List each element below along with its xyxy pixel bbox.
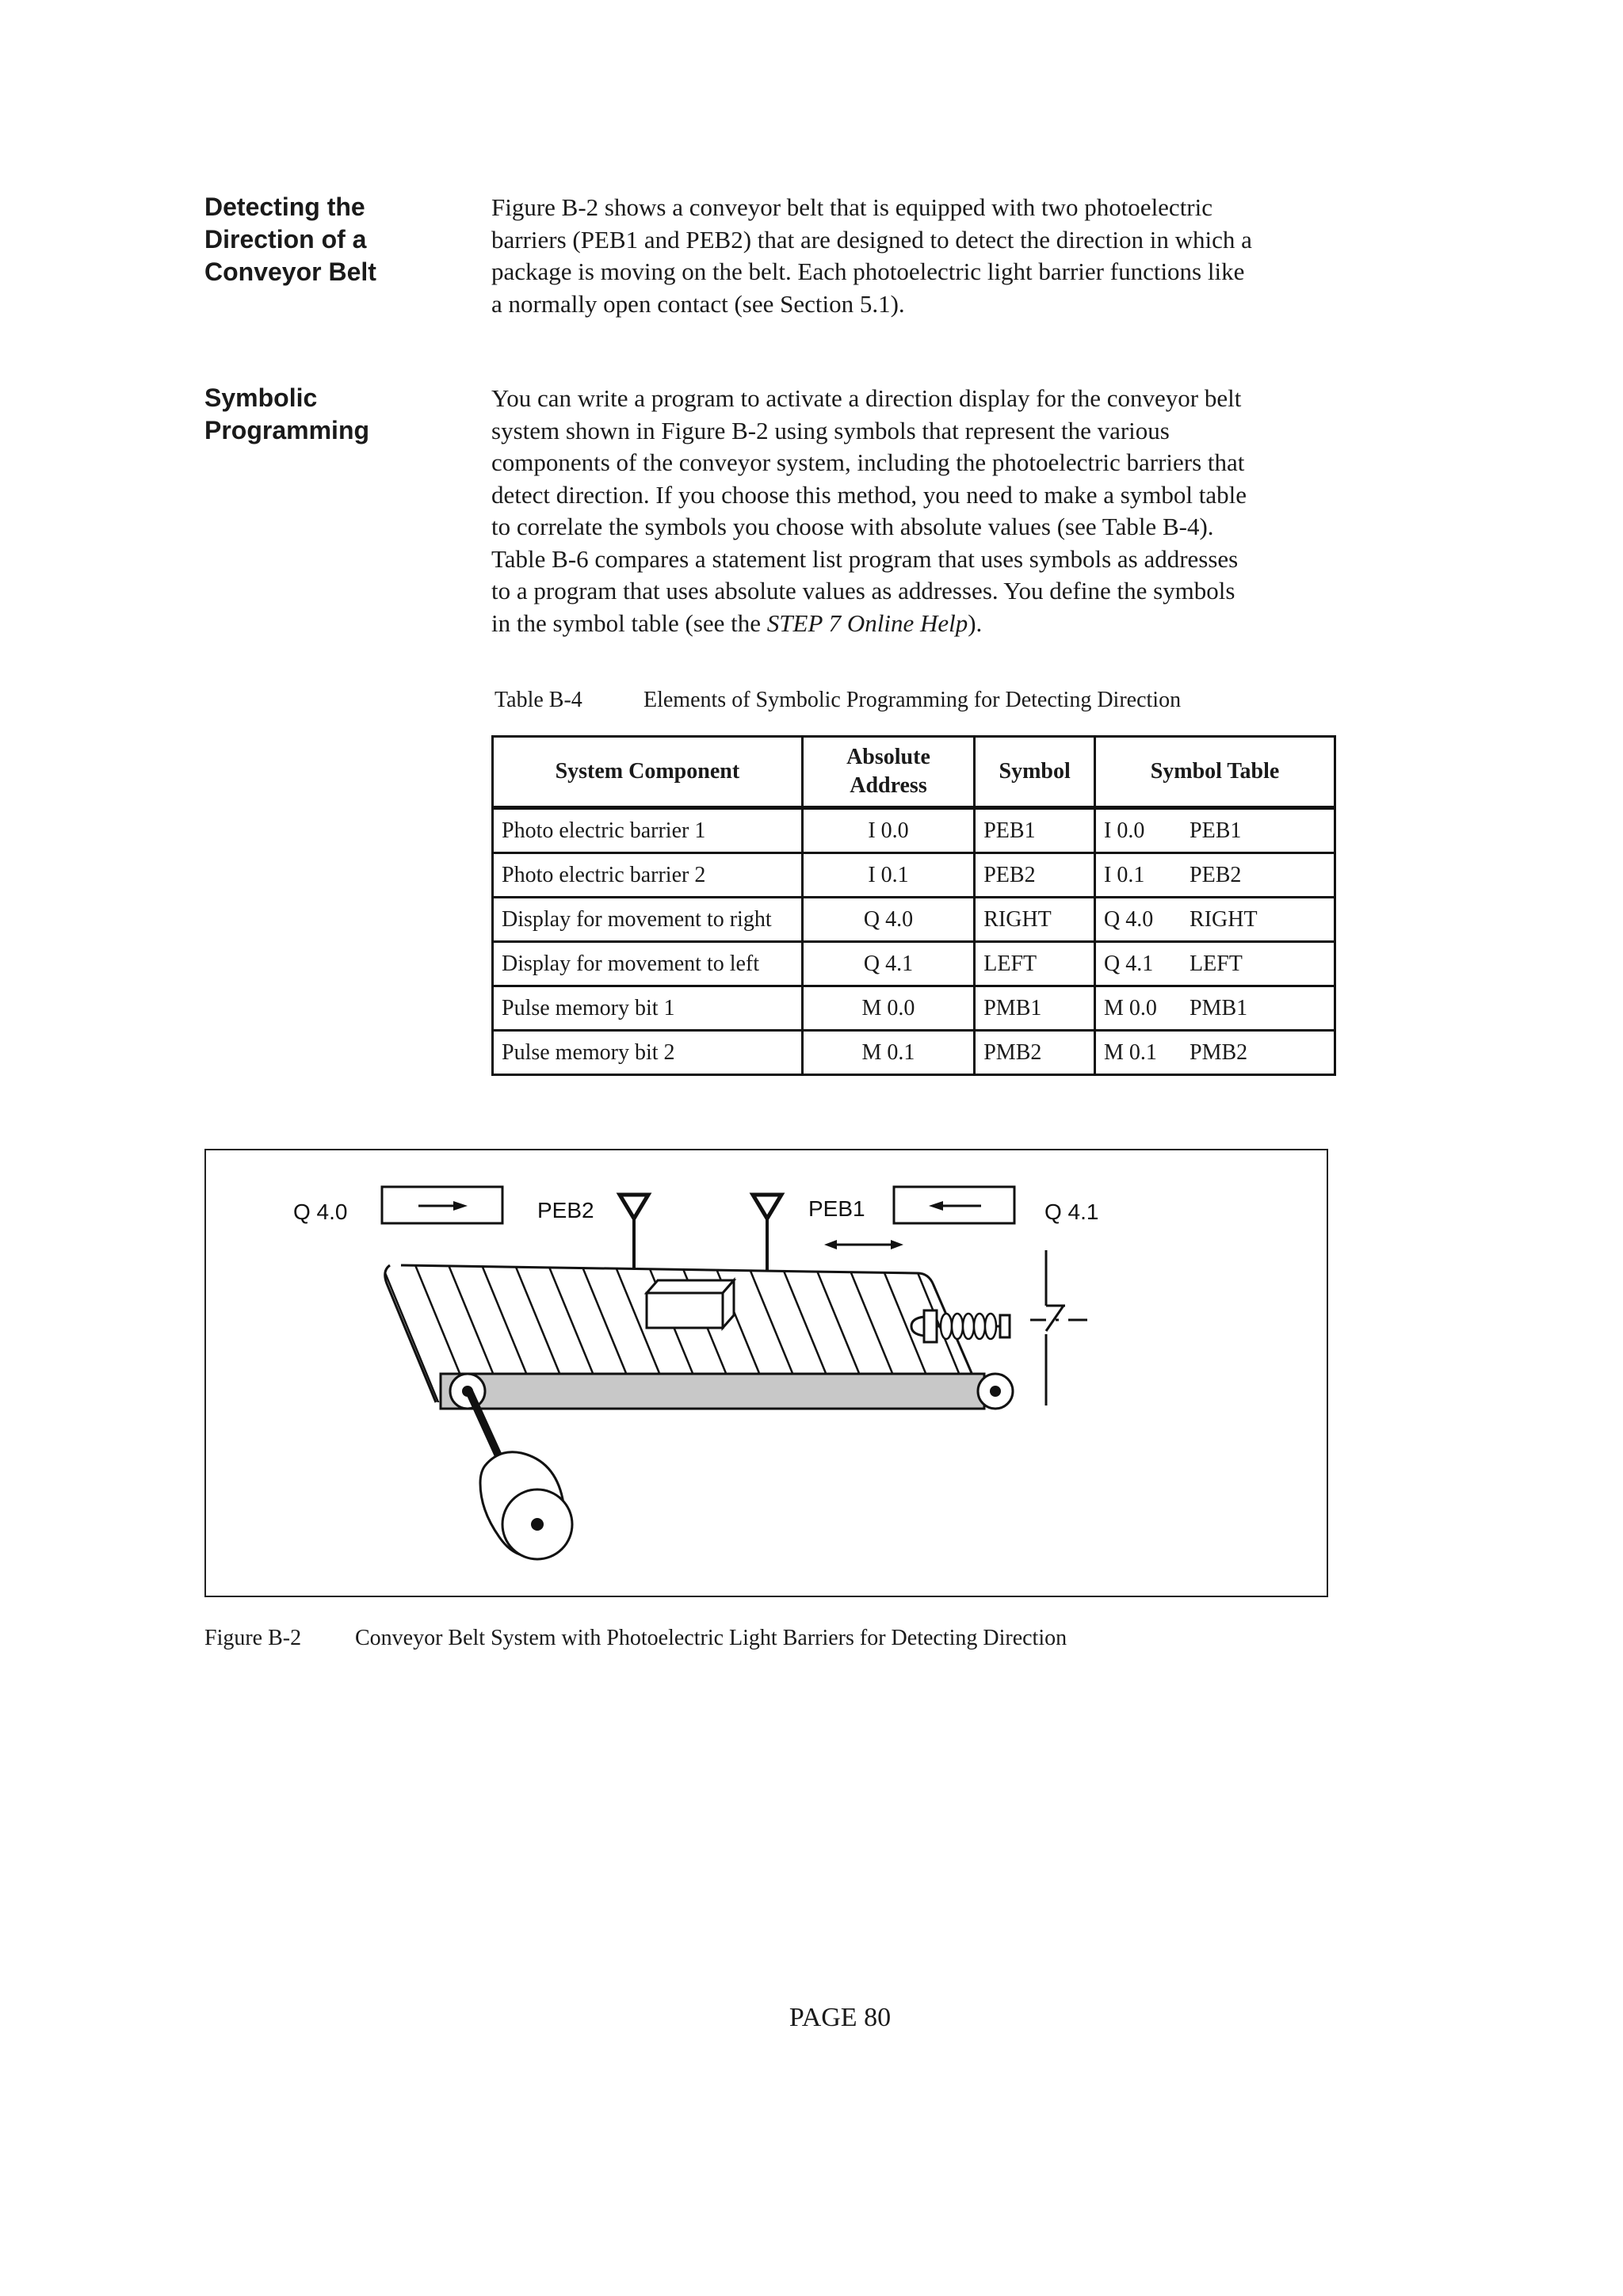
cell-component: Pulse memory bit 1 bbox=[493, 986, 803, 1031]
header-symbol: Symbol bbox=[975, 737, 1095, 808]
symbol-table-symbol: PMB1 bbox=[1190, 995, 1248, 1020]
text-prefix: in the symbol table (see the bbox=[491, 608, 767, 637]
paragraph-line: to correlate the symbols you choose with absolute values (see Table B-4). bbox=[491, 513, 1214, 540]
cell-symbol-table bbox=[1095, 853, 1335, 898]
header-address-line: Absolute bbox=[846, 745, 930, 769]
symbol-table-address: Q 4.0 bbox=[1104, 906, 1154, 932]
cell-symbol-table bbox=[1095, 898, 1335, 942]
symbol-table-symbol: PEB1 bbox=[1190, 818, 1242, 843]
left-direction-display bbox=[894, 1187, 1014, 1223]
header-absolute-address bbox=[802, 737, 975, 808]
cell-address: Q 4.1 bbox=[802, 942, 975, 986]
paragraph-line: Figure B-2 shows a conveyor belt that is equipped with two photoelectric bbox=[491, 193, 1213, 221]
table-caption bbox=[495, 688, 1181, 713]
paragraph-line: You can write a program to activate a direction display for the conveyor belt bbox=[491, 384, 1242, 412]
label-peb1: PEB1 bbox=[808, 1196, 865, 1221]
motor-icon bbox=[469, 1391, 572, 1559]
paragraph-line: a normally open contact (see Section 5.1). bbox=[491, 289, 905, 318]
cell-component: Photo electric barrier 1 bbox=[493, 808, 803, 853]
label-q41: Q 4.1 bbox=[1044, 1199, 1099, 1224]
table-row bbox=[493, 808, 1335, 853]
heading-line: Detecting the bbox=[204, 193, 365, 221]
table-caption-label: Table B-4 bbox=[495, 688, 582, 712]
paragraph-line: to a program that uses absolute values as addresses. You define the symbols bbox=[491, 577, 1235, 605]
cell-component: Display for movement to right bbox=[493, 898, 803, 942]
peb2-sensor-icon bbox=[620, 1195, 648, 1271]
table-row bbox=[493, 1031, 1335, 1075]
cell-address: Q 4.0 bbox=[802, 898, 975, 942]
figure-caption-text: Conveyor Belt System with Photoelectric Light Barriers for Detecting Direction bbox=[355, 1626, 1067, 1650]
paragraph-line: components of the conveyor system, including the photoelectric barriers that bbox=[491, 448, 1245, 476]
cell-symbol: PMB2 bbox=[975, 1031, 1095, 1075]
table-row bbox=[493, 942, 1335, 986]
cell-symbol: LEFT bbox=[975, 942, 1095, 986]
table-header-row bbox=[493, 737, 1335, 808]
conveyor-diagram bbox=[206, 1150, 1327, 1596]
cell-address: I 0.1 bbox=[802, 853, 975, 898]
paragraph-detecting-direction bbox=[491, 192, 1331, 320]
symbol-table-address: I 0.0 bbox=[1104, 818, 1145, 843]
cell-symbol: RIGHT bbox=[975, 898, 1095, 942]
symbol-table-symbol: PMB2 bbox=[1190, 1039, 1248, 1065]
pusher-spring-icon bbox=[911, 1310, 1010, 1342]
symbol-table-symbol: RIGHT bbox=[1190, 906, 1258, 932]
cell-component: Photo electric barrier 2 bbox=[493, 853, 803, 898]
paragraph-line: Table B-6 compares a statement list program that uses symbols as addresses bbox=[491, 544, 1239, 573]
page-number: PAGE 80 bbox=[789, 2003, 892, 2032]
cell-symbol: PEB1 bbox=[975, 808, 1095, 853]
label-q40: Q 4.0 bbox=[293, 1199, 348, 1224]
section-heading-symbolic-programming bbox=[204, 382, 369, 447]
paragraph-line: barriers (PEB1 and PEB2) that are designed to detect the direction in which a bbox=[491, 225, 1252, 254]
conveyor-figure bbox=[204, 1149, 1328, 1597]
heading-line: Direction of a bbox=[204, 225, 367, 254]
double-arrow-icon bbox=[824, 1240, 903, 1249]
symbol-table-address: I 0.1 bbox=[1104, 862, 1145, 887]
heading-line: Programming bbox=[204, 416, 370, 444]
header-address-line: Address bbox=[850, 773, 927, 798]
cell-address: M 0.1 bbox=[802, 1031, 975, 1075]
cell-address: I 0.0 bbox=[802, 808, 975, 853]
text-suffix: ). bbox=[968, 608, 983, 637]
label-peb2: PEB2 bbox=[537, 1198, 594, 1222]
paragraph-line: package is moving on the belt. Each photoelectric light barrier functions like bbox=[491, 257, 1245, 285]
table-row bbox=[493, 898, 1335, 942]
right-direction-display bbox=[382, 1187, 502, 1223]
header-symbol-table: Symbol Table bbox=[1095, 737, 1335, 808]
cell-symbol-table bbox=[1095, 1031, 1335, 1075]
cell-address: M 0.0 bbox=[802, 986, 975, 1031]
paragraph-line: system shown in Figure B-2 using symbols that represent the various bbox=[491, 416, 1170, 444]
table-row bbox=[493, 853, 1335, 898]
contact-symbol-icon bbox=[1030, 1250, 1087, 1405]
table-row bbox=[493, 986, 1335, 1031]
cell-component: Display for movement to left bbox=[493, 942, 803, 986]
heading-line: Symbolic bbox=[204, 383, 318, 412]
header-system-component: System Component bbox=[493, 737, 803, 808]
cell-symbol: PMB1 bbox=[975, 986, 1095, 1031]
peb1-sensor-icon bbox=[753, 1195, 781, 1271]
step7-help-reference: STEP 7 Online Help bbox=[766, 608, 968, 637]
figure-caption bbox=[204, 1626, 1067, 1651]
paragraph-line-last bbox=[491, 608, 1331, 640]
section-heading-detecting-direction bbox=[204, 191, 376, 288]
cell-symbol-table bbox=[1095, 942, 1335, 986]
heading-line: Conveyor Belt bbox=[204, 257, 376, 286]
symbol-table bbox=[491, 735, 1336, 1076]
cell-symbol: PEB2 bbox=[975, 853, 1095, 898]
figure-caption-label: Figure B-2 bbox=[204, 1626, 302, 1650]
package-icon bbox=[647, 1280, 734, 1328]
symbol-table-symbol: LEFT bbox=[1190, 951, 1243, 976]
cell-component: Pulse memory bit 2 bbox=[493, 1031, 803, 1075]
paragraph-line: detect direction. If you choose this method, you need to make a symbol table bbox=[491, 480, 1247, 509]
table-caption-text: Elements of Symbolic Programming for Detecting Direction bbox=[643, 688, 1182, 712]
paragraph-symbolic-programming bbox=[491, 383, 1331, 639]
symbol-table-symbol: PEB2 bbox=[1190, 862, 1242, 887]
symbol-table-address: M 0.1 bbox=[1104, 1039, 1157, 1065]
symbol-table-address: M 0.0 bbox=[1104, 995, 1157, 1020]
cell-symbol-table bbox=[1095, 986, 1335, 1031]
symbol-table-address: Q 4.1 bbox=[1104, 951, 1154, 976]
cell-symbol-table bbox=[1095, 808, 1335, 853]
